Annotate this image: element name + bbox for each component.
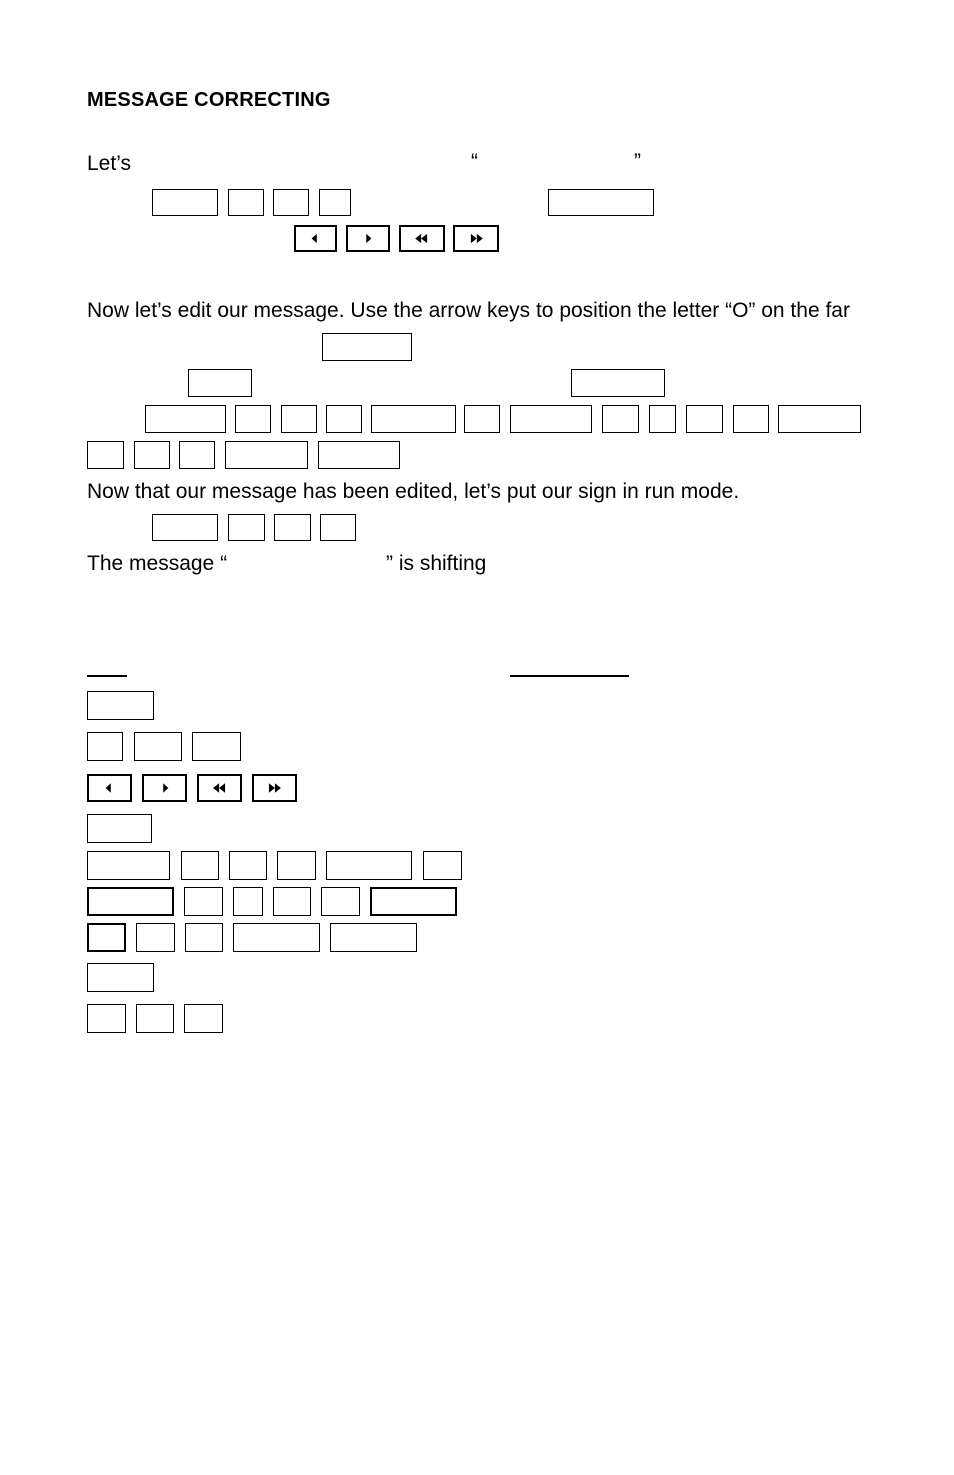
key-box — [322, 333, 412, 361]
key-box — [510, 405, 592, 433]
key-box — [326, 851, 412, 880]
key-box — [87, 887, 174, 916]
key-box — [134, 732, 182, 761]
key-box — [145, 405, 226, 433]
key-box — [228, 189, 264, 216]
key-box — [87, 851, 170, 880]
key-box — [136, 923, 175, 952]
key-box — [87, 963, 154, 992]
key-box — [548, 189, 654, 216]
key-box — [281, 405, 317, 433]
arrow-left-icon — [296, 227, 335, 250]
key-box — [273, 887, 311, 916]
fast-left-key — [399, 225, 445, 252]
key-box — [277, 851, 316, 880]
arrow-left-key — [294, 225, 337, 252]
key-box — [179, 441, 215, 469]
double-arrow-right-icon — [254, 776, 295, 800]
key-box — [229, 851, 267, 880]
key-box — [274, 514, 311, 541]
key-box — [87, 691, 154, 720]
double-arrow-left-icon — [199, 776, 240, 800]
key-box — [571, 369, 665, 397]
shifting-prefix: The message “ — [87, 552, 228, 575]
intro-lets-text: Let’s — [87, 152, 131, 175]
key-box — [423, 851, 462, 880]
arrow-left-icon — [89, 776, 130, 800]
arrow-right-key — [346, 225, 390, 252]
key-box — [87, 814, 152, 843]
key-box — [87, 441, 124, 469]
key-box — [320, 514, 356, 541]
double-arrow-left-icon — [401, 227, 443, 250]
key-box — [235, 405, 271, 433]
key-box — [319, 189, 351, 216]
key-box — [134, 441, 170, 469]
key-box — [233, 923, 320, 952]
key-box — [87, 923, 126, 952]
key-box — [318, 441, 400, 469]
key-box — [233, 887, 263, 916]
arrow-left-key — [87, 774, 132, 802]
key-box — [136, 1004, 174, 1033]
column-header-underline — [87, 675, 127, 677]
key-box — [184, 1004, 223, 1033]
key-box — [225, 441, 308, 469]
key-box — [464, 405, 500, 433]
edit-paragraph: Now let’s edit our message. Use the arrow keys to position the letter “O” on the far — [87, 299, 850, 322]
key-box — [152, 189, 218, 216]
double-arrow-right-icon — [455, 227, 497, 250]
fast-right-key — [453, 225, 499, 252]
key-box — [192, 732, 241, 761]
column-header-underline — [510, 675, 629, 677]
key-box — [228, 514, 265, 541]
key-box — [649, 405, 676, 433]
arrow-right-icon — [144, 776, 185, 800]
key-box — [371, 405, 456, 433]
arrow-right-key — [142, 774, 187, 802]
intro-close-quote: ” — [634, 150, 641, 173]
key-box — [273, 189, 309, 216]
key-box — [778, 405, 861, 433]
key-box — [686, 405, 723, 433]
key-box — [87, 1004, 126, 1033]
key-box — [326, 405, 362, 433]
key-box — [181, 851, 219, 880]
fast-left-key — [197, 774, 242, 802]
fast-right-key — [252, 774, 297, 802]
edited-paragraph: Now that our message has been edited, let’s put our sign in run mode. — [87, 480, 740, 503]
key-box — [321, 887, 360, 916]
key-box — [184, 887, 223, 916]
intro-open-quote: “ — [471, 150, 478, 173]
key-box — [152, 514, 218, 541]
arrow-right-icon — [348, 227, 388, 250]
key-box — [87, 732, 123, 761]
key-box — [330, 923, 417, 952]
key-box — [370, 887, 457, 916]
page-title: MESSAGE CORRECTING — [87, 89, 331, 111]
key-box — [602, 405, 639, 433]
shifting-suffix: ” is shifting — [386, 552, 487, 575]
key-box — [185, 923, 223, 952]
key-box — [733, 405, 769, 433]
key-box — [188, 369, 252, 397]
